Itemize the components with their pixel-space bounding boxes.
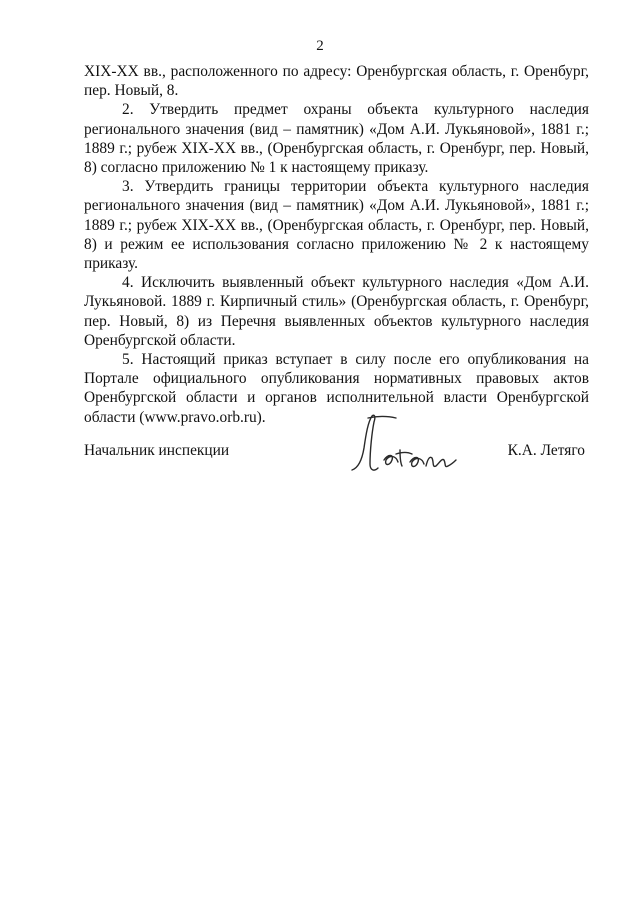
- document-body: [84, 62, 589, 427]
- signature-block: [84, 436, 589, 476]
- paragraph-item-2: 2. Утвердить предмет охраны объекта культурного наследия регионального значения (вид – памятник) «Дом А.И. Лукьяновой», 1881 г.; 1889 г.; рубеж XIX-XX вв., (Оренбургская область, г. Оренбург, пер. Новый, 8) согласно приложению № 1 к настоящему приказу.: [84, 101, 589, 177]
- position-title: Начальник инспекции: [84, 442, 230, 459]
- handwritten-signature: [348, 410, 460, 476]
- paragraph-item-5: 5. Настоящий приказ вступает в силу после его опубликования на Портале официального опубликования нормативных правовых актов Оренбургской области и органов исполнительной власти Оренбургской области (www.pravo.orb.ru).: [84, 351, 589, 426]
- paragraph-continuation: XIX-XX вв., расположенного по адресу: Оренбургская область, г. Оренбург, пер. Новый, 8.: [84, 63, 589, 100]
- paragraph-item-4: 4. Исключить выявленный объект культурного наследия «Дом А.И. Лукьяновой. 1889 г. Кирпичный стиль» (Оренбургская область, г. Оренбург, пер. Новый, 8) из Перечня выявленных объектов культурного наследия Оренбургской области.: [84, 274, 589, 349]
- paragraph-item-3: 3. Утвердить границы территории объекта культурного наследия регионального значения (вид – памятник) «Дом А.И. Лукьяновой», 1881 г.; 1889 г.; рубеж XIX-XX вв., (Оренбургская область, г. Оренбург, пер. Новый, 8) и режим ее использования согласно приложению № 2 к настоящему приказу.: [84, 178, 589, 273]
- page-number: 2: [316, 38, 324, 54]
- signatory-name: К.А. Летяго: [507, 442, 585, 459]
